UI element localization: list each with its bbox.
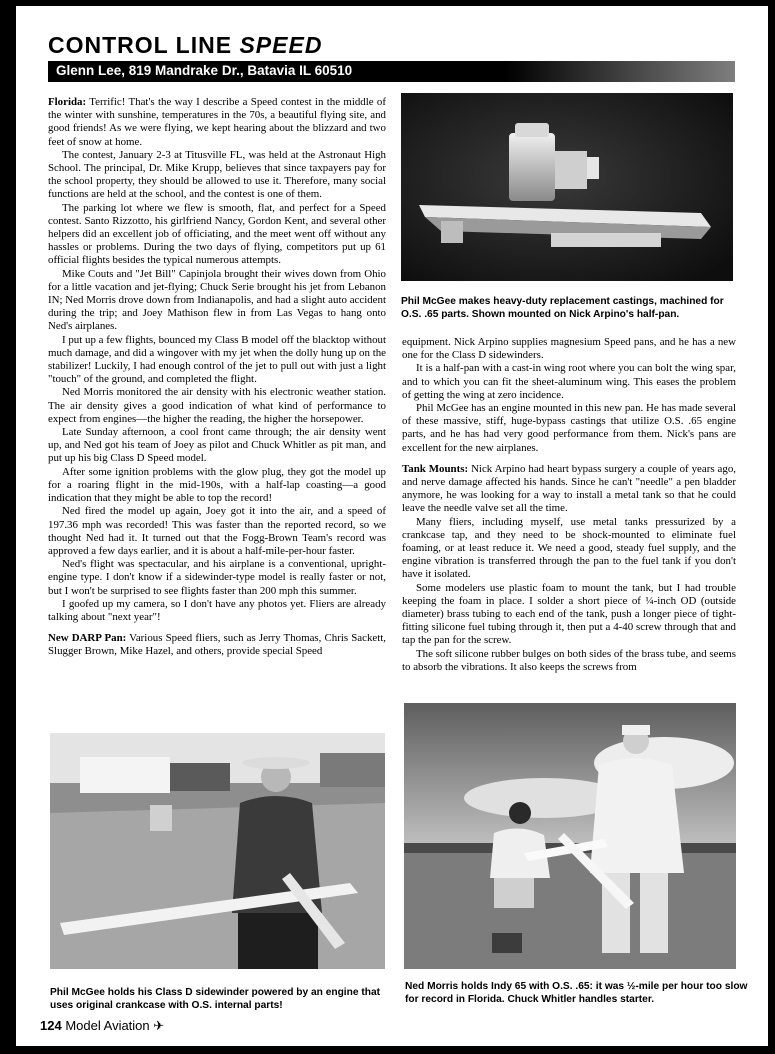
paragraph: Ned fired the model up again, Joey got it into the air, and a speed of 197.36 mph was recorded! This was faster than the reported record, so we thought Ned had it. It turned out that the Fogg-Brown Team's record was approved a few days earlier, and it is about a half-mile-per-hour faster. xyxy=(48,505,386,557)
magazine-name: Model Aviation xyxy=(65,1018,150,1033)
photo-phil-mcgee xyxy=(50,733,385,969)
right-column-text xyxy=(402,336,736,691)
paragraph: The contest, January 2-3 at Titusville FL, was held at the Astronaut High School. The principal, Dr. Mike Krupp, believes that since taxpayers pay for the school property, they should be allowed to use it. Therefore, many social functions are held at the school, and the contest is one of them. xyxy=(48,148,386,201)
paragraph: After some ignition problems with the glow plug, they got the model up for a roaring flight in the mid-190s, with a half-lap coasting—a good indication that they might be able to top the record! xyxy=(48,465,386,505)
paragraph: equipment. Nick Arpino supplies magnesium Speed pans, and he has a new one for the Class D sidewinders. xyxy=(402,336,736,362)
section-head-florida: Florida: xyxy=(48,96,87,108)
section-head-tank-mounts: Tank Mounts: xyxy=(402,462,469,475)
paragraph: Tank Mounts: Nick Arpino had heart bypass surgery a couple of years ago, and nerve damage affected his hands. Since he can't "needle" a pen bladder anymore, he was looking for a way to install a metal tank so that he could leave the needle valve set all the time. xyxy=(402,462,736,515)
page-title xyxy=(48,32,322,59)
caption-engine-pan: Phil McGee makes heavy-duty replacement castings, machined for O.S. .65 parts. Shown mounted on Nick Arpino's half-pan. xyxy=(401,296,724,320)
engine-pan-image xyxy=(401,93,733,281)
page-footer xyxy=(40,1018,164,1034)
caption-ned-morris: Ned Morris holds Indy 65 with O.S. .65: it was ½-mile per hour too slow for record in Florida. Chuck Whitler handles starter. xyxy=(405,981,748,1005)
paragraph: New DARP Pan: Various Speed fliers, such as Jerry Thomas, Chris Sackett, Slugger Brown, Mike Hazel, and others, provide special Speed xyxy=(48,632,386,658)
byline-bar xyxy=(48,61,735,82)
paragraph: Phil McGee has an engine mounted in this new pan. He has made several of these massive, stiff, huge-bypass castings that utilize O.S. .65 engine parts, and he has had very good performance from them. Nick's pans are excellent for the new airplanes. xyxy=(402,402,736,454)
paragraph: It is a half-pan with a cast-in wing root where you can bolt the wing spar, and to which you can fit the sheet-aluminum wing. This eases the problem of getting the wing at zero incidence. xyxy=(402,362,736,401)
page-number: 124 xyxy=(40,1018,62,1033)
photo-ned-morris xyxy=(404,703,736,969)
photo-engine-pan xyxy=(401,93,733,281)
caption-phil-mcgee: Phil McGee holds his Class D sidewinder powered by an engine that uses original crankcase with O.S. internal parts! xyxy=(50,987,381,1011)
paragraph: I put up a few flights, bounced my Class B model off the blacktop without much damage, and did a wingover with my jet when the dolly hung up on the stabilizer! Luckily, I had enough control of the jet to pull out with just a light "touch" of the ground, and completed the flight. xyxy=(48,333,386,386)
paragraph: Some modelers use plastic foam to mount the tank, but I had trouble keeping the foam in place. I solder a short piece of ¼-inch OD (outside diameter) brass tubing to each end of the tank, push a longer piece of tight-fitting silicone fuel tubing through it, then put a 4-40 screw through that and tap the pan for the screw. xyxy=(402,581,736,647)
paragraph: Mike Couts and "Jet Bill" Capinjola brought their wives down from Ohio for a little vacation and jet-flying; Chuck Serie brought his jet from Lebanon IN; Ned Morris drove down from Indianapolis, and had a slight auto accident during the trip; and Joey Mathison flew in from Las Vegas to hang onto Ned's airplanes. xyxy=(48,267,386,333)
section-head-darp-pan: New DARP Pan: xyxy=(48,632,127,645)
paragraph: Florida: Terrific! That's the way I describe a Speed contest in the middle of the winter with sunshine, temperatures in the 70s, a beautiful flying site, and good friends! As we were flying, we kept hearing about the blizzard and two feet of snow at home. xyxy=(48,96,386,148)
title-main: CONTROL LINE xyxy=(48,32,233,58)
paragraph: Many fliers, including myself, use metal tanks pressurized by a crankcase tap, and they need to be shock-mounted to eliminate fuel foaming, or at least reduce it. We need a good, steady fuel supply, and the engine vibration is transferred through the pan to the fuel tank if you don't have it isolated. xyxy=(402,515,736,581)
title-italic: SPEED xyxy=(239,32,323,58)
ned-morris-image xyxy=(404,703,736,969)
left-column-text xyxy=(48,96,386,724)
byline: Glenn Lee, 819 Mandrake Dr., Batavia IL 60510 xyxy=(56,63,353,78)
paragraph: Ned's flight was spectacular, and his airplane is a conventional, upright-engine type. I don't know if a sidewinder-type model is really faster or not, but I won't be surprised to see flights faster than 200 mph this summer. xyxy=(48,558,386,597)
paragraph: Ned Morris monitored the air density with his electronic weather station. The air density gives a good indication of what kind of performance to expect from engines—the higher the reading, the higher the horsepower. xyxy=(48,386,386,425)
paragraph: Late Sunday afternoon, a cool front came through; the air density went up, and Ned got his team of Joey as pilot and Chuck Whitler as pit man, and put up his big Class D Speed model. xyxy=(48,426,386,465)
plane-icon: ✈ xyxy=(153,1018,165,1033)
paragraph: The parking lot where we flew is smooth, flat, and perfect for a Speed contest. Santo Rizzotto, his girlfriend Nancy, Gordon Kent, and several other helpers did an excellent job of officiating, and the meet went off without any hassles or problems. During the two days of flying, competitors put up 61 official flights besides the typical numerous attempts. xyxy=(48,201,386,267)
phil-mcgee-image xyxy=(50,733,385,969)
bar-gradient xyxy=(505,61,735,82)
paragraph: I goofed up my camera, so I don't have any photos yet. Fliers are already talking about "next year"! xyxy=(48,597,386,623)
magazine-page xyxy=(16,6,768,1046)
paragraph: The soft silicone rubber bulges on both sides of the brass tube, and seems to absorb the vibrations. It also keeps the screws from xyxy=(402,647,736,673)
